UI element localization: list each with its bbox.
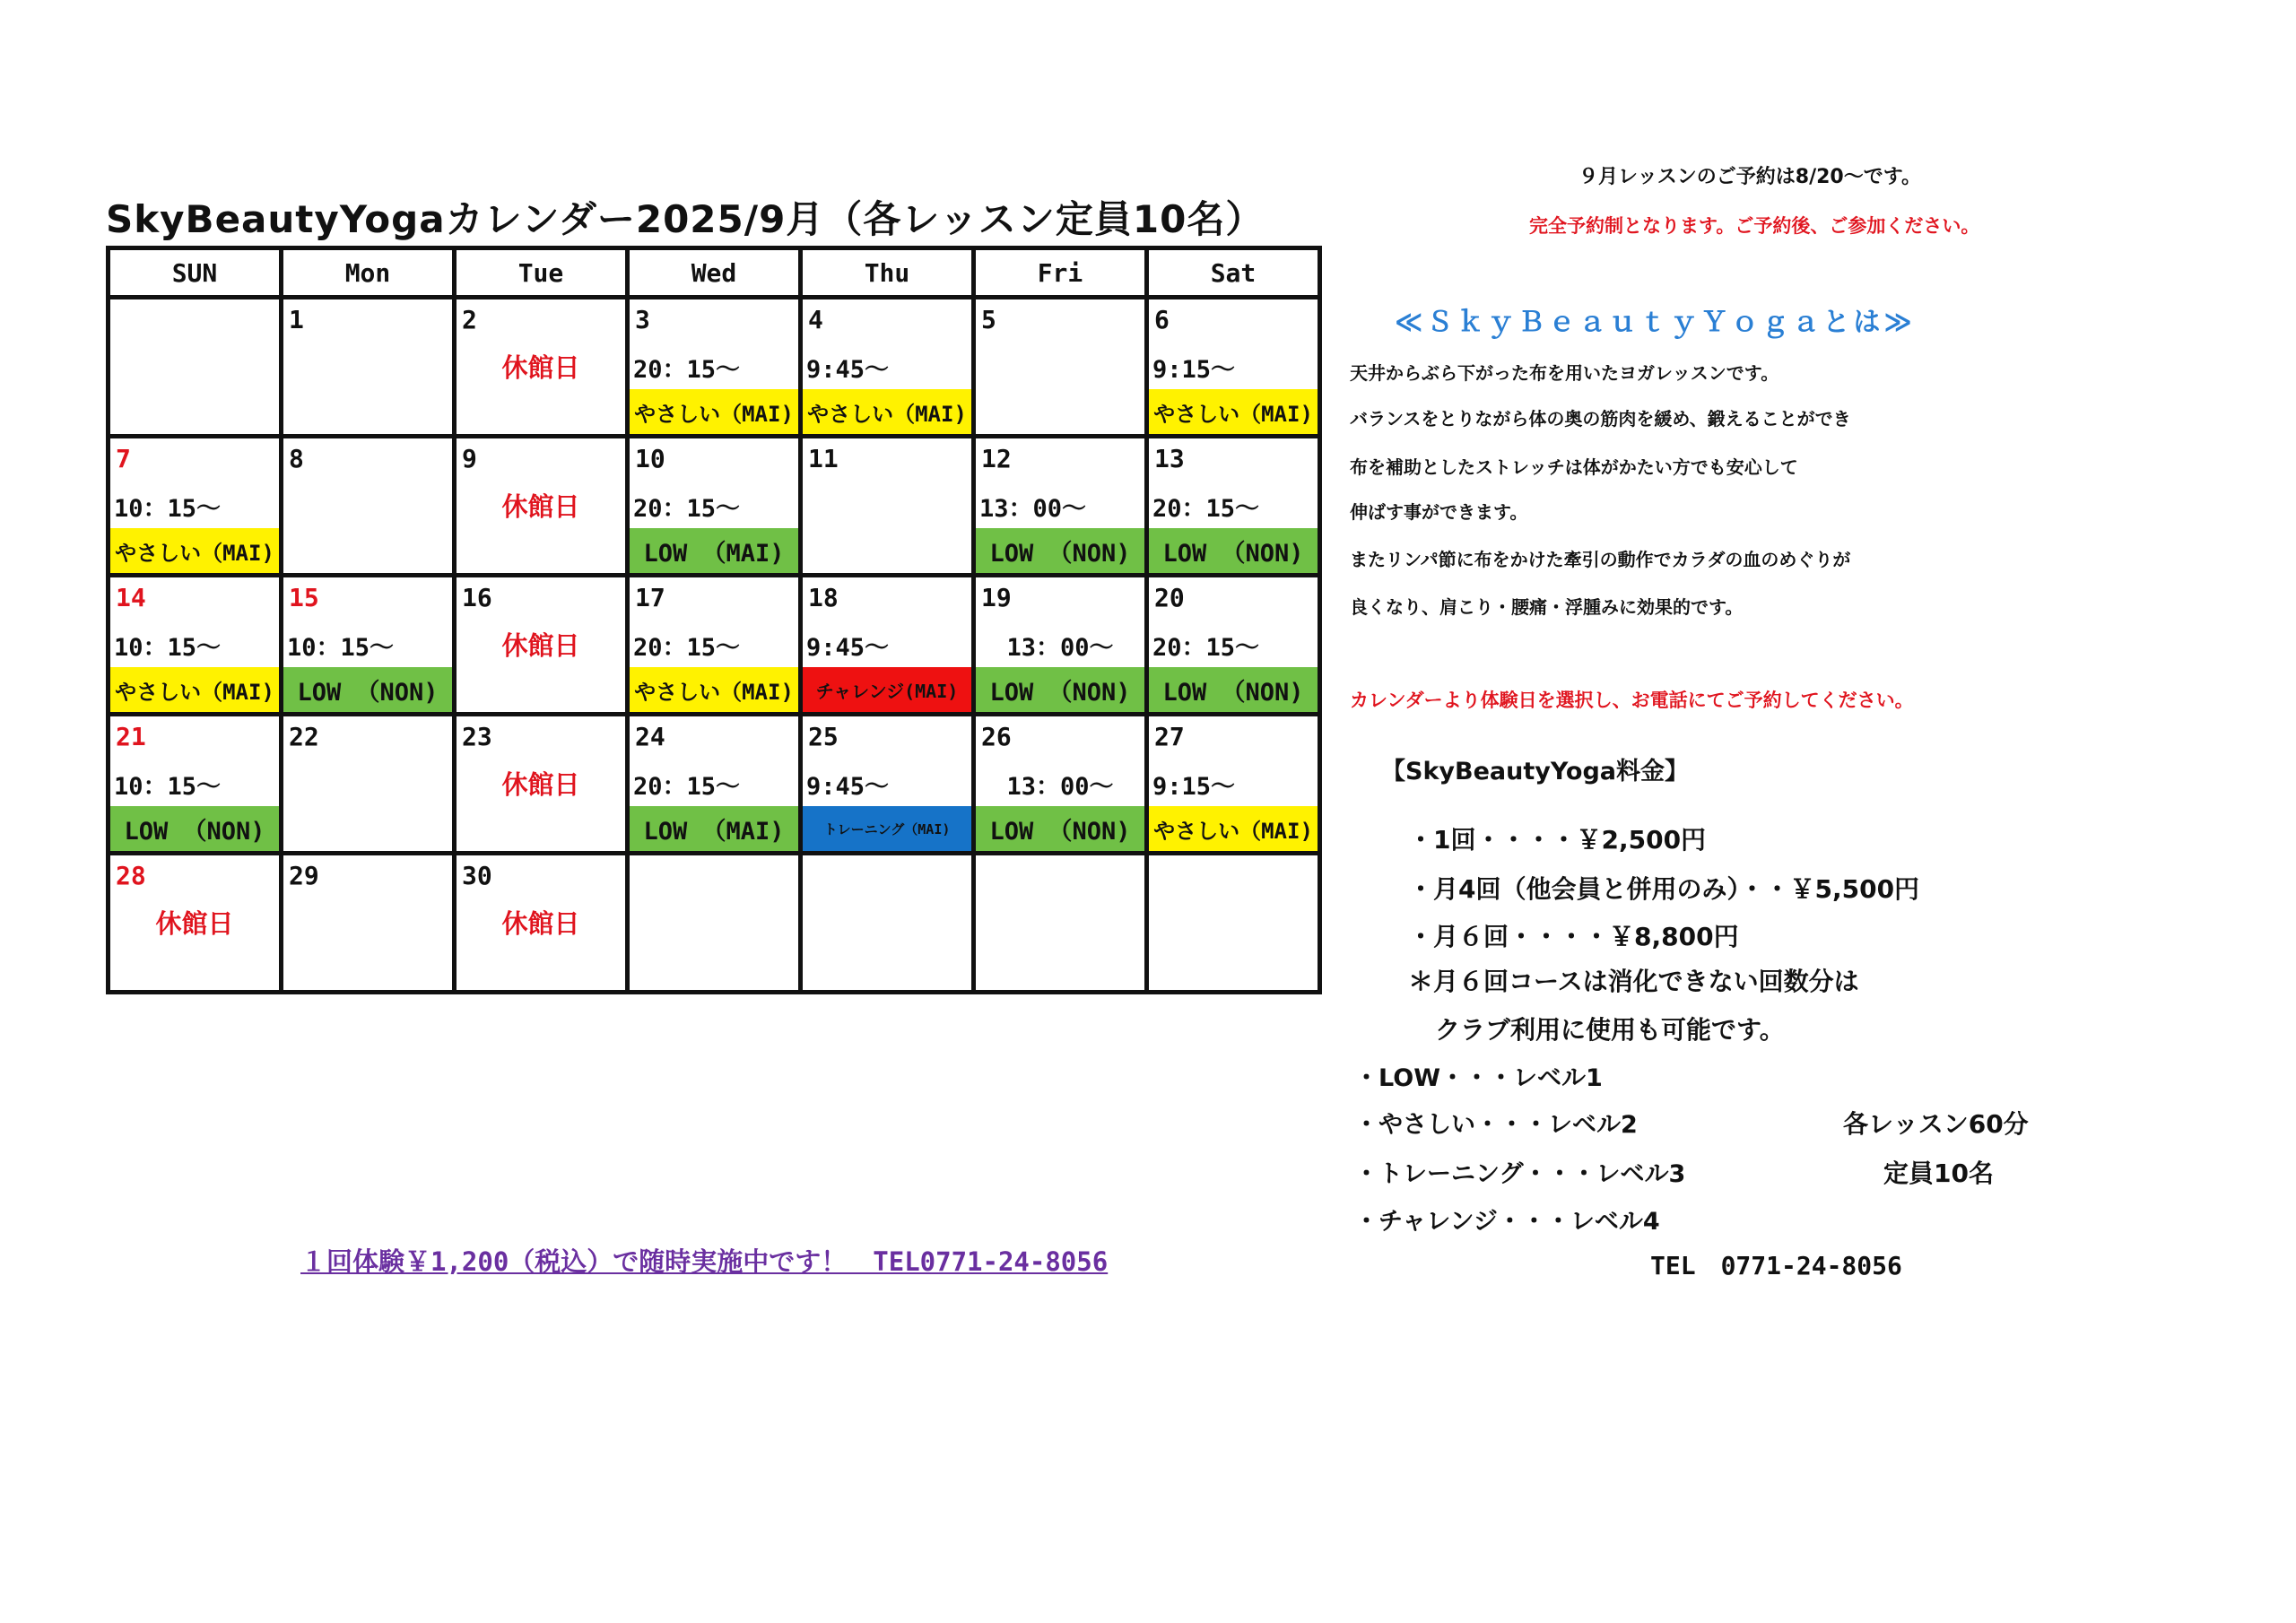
calendar-day-cell (1147, 437, 1320, 576)
weekday-tue: Tue (455, 248, 628, 298)
calendar-day-cell (974, 298, 1147, 437)
lesson-badge: LOW （NON) (1149, 667, 1318, 712)
about-line: 伸ばす事ができます。 (1350, 501, 1528, 523)
calendar-grid (106, 246, 1322, 994)
calendar-day-cell (801, 854, 974, 993)
calendar-day-cell (801, 437, 974, 576)
day-number: 15 (289, 583, 319, 612)
closed-label: 休館日 (501, 491, 580, 522)
lesson-time: 13：00～ (979, 495, 1087, 523)
lesson-time: 13：00～ (1006, 634, 1114, 662)
closed-label: 休館日 (155, 908, 234, 939)
calendar-day-cell (628, 298, 801, 437)
day-number: 1 (289, 305, 304, 334)
about-line: 布を補助としたストレッチは体がかたい方でも安心して (1350, 456, 1798, 478)
calendar-day-cell (282, 715, 455, 854)
day-number: 25 (808, 722, 839, 751)
lesson-time: 20：15～ (1152, 634, 1260, 662)
lesson-badge: LOW （NON) (976, 806, 1144, 851)
day-number: 4 (808, 305, 823, 334)
lesson-badge: やさしい（MAI) (630, 389, 798, 434)
day-number: 18 (808, 583, 839, 612)
day-number: 14 (116, 583, 146, 612)
day-number: 23 (462, 722, 492, 751)
calendar-day-cell (628, 854, 801, 993)
about-title: ≪ＳｋｙＢｅａｕｔｙＹｏｇａとは≫ (1395, 307, 1916, 338)
lesson-badge: LOW （MAI) (630, 806, 798, 851)
calendar-day-cell (1147, 298, 1320, 437)
calendar-day-cell (455, 437, 628, 576)
day-number: 27 (1154, 722, 1185, 751)
calendar-day-cell (455, 298, 628, 437)
calendar-day-cell (628, 576, 801, 715)
weekday-wed: Wed (628, 248, 801, 298)
reservation-notice: 完全予約制となります。ご予約後、ご参加ください。 (1529, 215, 1980, 237)
calendar-week-row (109, 854, 1320, 993)
calendar-title: SkyBeautyYogaカレンダー2025/9月（各レッスン定員10名） (106, 197, 1265, 241)
weekday-thu: Thu (801, 248, 974, 298)
calendar-day-cell (801, 298, 974, 437)
calendar-day-cell (455, 576, 628, 715)
weekday-sat: Sat (1147, 248, 1320, 298)
lesson-badge: やさしい（MAI) (630, 667, 798, 712)
lesson-capacity: 定員10名 (1883, 1159, 1994, 1188)
calendar-week-row (109, 715, 1320, 854)
lesson-time: 9:45～ (806, 356, 890, 384)
calendar-day-cell (282, 298, 455, 437)
day-number: 6 (1154, 305, 1170, 334)
weekday-mon: Mon (282, 248, 455, 298)
day-number: 19 (981, 583, 1012, 612)
day-number: 10 (635, 444, 665, 473)
tel-number[interactable]: TEL 0771-24-8056 (1650, 1251, 1902, 1280)
about-line: 良くなり、肩こり・腰痛・浮腫みに効果的です。 (1350, 596, 1744, 618)
about-line: 天井からぶら下がった布を用いたヨガレッスンです。 (1350, 362, 1779, 384)
lesson-time: 20：15～ (633, 634, 741, 662)
lesson-badge: チャレンジ(MAI) (803, 667, 971, 712)
lesson-badge: やさしい（MAI) (110, 528, 279, 573)
call-to-action: カレンダーより体験日を選択し、お電話にてご予約してください。 (1350, 690, 1914, 711)
trial-offer-line[interactable]: １回体験￥1,200（税込）で随時実施中です！ TEL0771-24-8056 (300, 1246, 1109, 1277)
lesson-duration: 各レッスン60分 (1843, 1109, 2029, 1139)
lesson-badge: LOW （NON) (1149, 528, 1318, 573)
level-item: ・チャレンジ・・・レベル4 (1354, 1208, 1660, 1236)
level-item: ・LOW・・・レベル1 (1354, 1064, 1603, 1092)
calendar-day-cell (282, 576, 455, 715)
weekday-sun: SUN (109, 248, 282, 298)
price-title: 【SkyBeautyYoga料金】 (1381, 758, 1690, 785)
lesson-badge: LOW （NON) (976, 528, 1144, 573)
lesson-time: 9:15～ (1152, 773, 1236, 801)
calendar-day-cell (974, 715, 1147, 854)
price-item: ・月６回・・・・￥8,800円 (1408, 922, 1739, 951)
day-number: 16 (462, 583, 492, 612)
weekday-fri: Fri (974, 248, 1147, 298)
lesson-badge: LOW （NON) (110, 806, 279, 851)
price-item: ・1回・・・・￥2,500円 (1408, 825, 1707, 855)
calendar-day-cell (974, 576, 1147, 715)
level-item: ・やさしい・・・レベル2 (1354, 1111, 1638, 1139)
day-number: 12 (981, 444, 1012, 473)
lesson-badge: LOW （MAI) (630, 528, 798, 573)
lesson-time: 20：15～ (633, 356, 741, 384)
price-note: ＊月６回コースは消化できない回数分は (1408, 967, 1859, 996)
calendar-day-cell (109, 854, 282, 993)
day-number: 11 (808, 444, 839, 473)
lesson-badge: やさしい（MAI) (110, 667, 279, 712)
lesson-badge: トレーニング（MAI) (803, 806, 971, 851)
calendar-day-cell (109, 576, 282, 715)
lesson-time: 20：15～ (1152, 495, 1260, 523)
calendar-week-row (109, 576, 1320, 715)
closed-label: 休館日 (501, 352, 580, 383)
lesson-badge: やさしい（MAI) (803, 389, 971, 434)
about-line: バランスをとりながら体の奥の筋肉を緩め、鍛えることができ (1350, 408, 1851, 430)
day-number: 22 (289, 722, 319, 751)
day-number: 2 (462, 305, 477, 334)
day-number: 9 (462, 444, 477, 473)
day-number: 7 (116, 444, 131, 473)
calendar-week-row (109, 437, 1320, 576)
lesson-time: 9:45～ (806, 773, 890, 801)
calendar-day-cell (455, 715, 628, 854)
calendar-day-cell (109, 298, 282, 437)
calendar-day-cell (801, 576, 974, 715)
day-number: 8 (289, 444, 304, 473)
price-note: クラブ利用に使用も可能です。 (1435, 1015, 1785, 1045)
day-number: 20 (1154, 583, 1185, 612)
calendar-day-cell (455, 854, 628, 993)
closed-label: 休館日 (501, 908, 580, 939)
calendar-day-cell (1147, 854, 1320, 993)
lesson-time: 20：15～ (633, 773, 741, 801)
calendar-day-cell (628, 437, 801, 576)
lesson-badge: LOW （NON) (283, 667, 452, 712)
price-item: ・月4回（他会員と併用のみ）・・￥5,500円 (1408, 874, 1920, 904)
lesson-time: 10：15～ (114, 495, 222, 523)
weekday-header-row (109, 248, 1320, 298)
lesson-time: 10：15～ (114, 634, 222, 662)
day-number: 24 (635, 722, 665, 751)
lesson-badge: やさしい（MAI) (1149, 806, 1318, 851)
lesson-time: 20：15～ (633, 495, 741, 523)
calendar-day-cell (282, 437, 455, 576)
calendar-day-cell (974, 437, 1147, 576)
day-number: 17 (635, 583, 665, 612)
lesson-time: 10：15～ (114, 773, 222, 801)
day-number: 28 (116, 861, 146, 890)
calendar-day-cell (109, 437, 282, 576)
calendar-day-cell (801, 715, 974, 854)
day-number: 5 (981, 305, 996, 334)
about-line: またリンパ節に布をかけた牽引の動作でカラダの血のめぐりが (1350, 549, 1851, 570)
day-number: 29 (289, 861, 319, 890)
reservation-start-note: ９月レッスンのご予約は8/20～です。 (1578, 166, 1921, 188)
calendar-day-cell (1147, 715, 1320, 854)
calendar-day-cell (282, 854, 455, 993)
day-number: 21 (116, 722, 146, 751)
lesson-time: 10：15～ (287, 634, 395, 662)
calendar-week-row (109, 298, 1320, 437)
lesson-time: 13：00～ (1006, 773, 1114, 801)
calendar-day-cell (974, 854, 1147, 993)
calendar-day-cell (1147, 576, 1320, 715)
lesson-time: 9:45～ (806, 634, 890, 662)
lesson-time: 9:15～ (1152, 356, 1236, 384)
lesson-badge: やさしい（MAI) (1149, 389, 1318, 434)
closed-label: 休館日 (501, 630, 580, 661)
closed-label: 休館日 (501, 769, 580, 800)
day-number: 13 (1154, 444, 1185, 473)
day-number: 26 (981, 722, 1012, 751)
lesson-badge: LOW （NON) (976, 667, 1144, 712)
calendar-day-cell (628, 715, 801, 854)
day-number: 3 (635, 305, 650, 334)
day-number: 30 (462, 861, 492, 890)
calendar-day-cell (109, 715, 282, 854)
level-item: ・トレーニング・・・レベル3 (1354, 1160, 1686, 1188)
